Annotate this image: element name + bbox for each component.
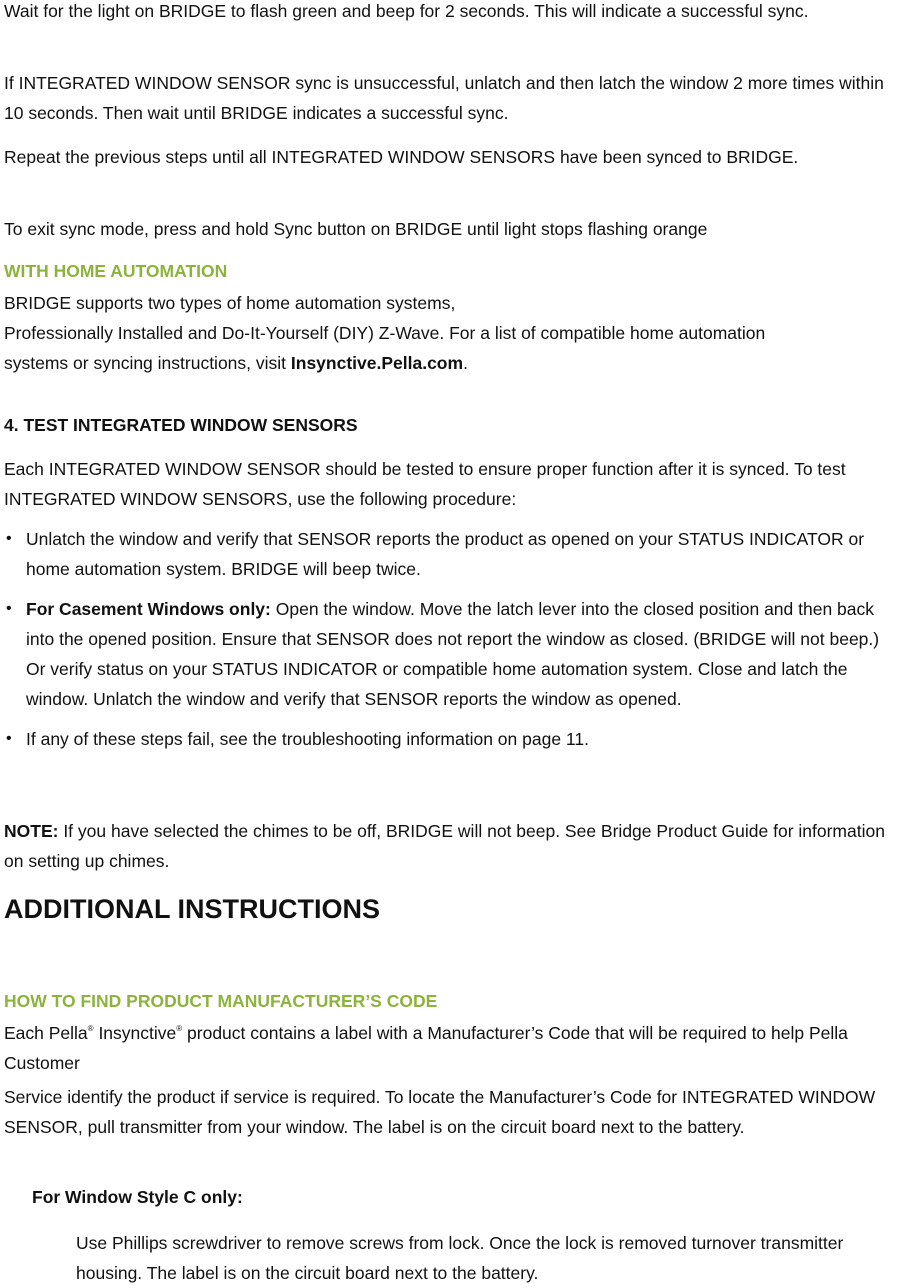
pella-text: Each Pella xyxy=(4,1023,88,1043)
registered-mark: ® xyxy=(176,1024,183,1033)
test-steps-list xyxy=(4,524,898,754)
home-automation-period: . xyxy=(463,353,468,373)
insynctive-link[interactable]: Insynctive.Pella.com xyxy=(290,353,464,373)
additional-instructions-title: ADDITIONAL INSTRUCTIONS xyxy=(4,894,380,924)
note-text: If you have selected the chimes to be off, BRIDGE will not beep. See Bridge Product Guide for information on setting up chimes. xyxy=(4,821,885,871)
home-automation-intro: BRIDGE supports two types of home automation systems, xyxy=(4,293,456,313)
home-automation-paragraph xyxy=(4,318,824,378)
step-unlatch-text: Unlatch the window and verify that SENSOR reports the product as opened on your STATUS INDICATOR or home automation system. BRIDGE will beep twice. xyxy=(26,529,865,579)
sync-retry-text: If INTEGRATED WINDOW SENSOR sync is unsuccessful, unlatch and then latch the window 2 more times within 10 seconds. Then wait until BRIDGE indicates a successful sync. xyxy=(4,73,884,123)
service-identify-text: Service identify the product if service is required. To locate the Manufacturer’s Code for INTEGRATED WINDOW SENSOR, pull transmitter from your window. The label is on the circuit board next to the battery. xyxy=(4,1087,876,1137)
manufacturer-code-heading: HOW TO FIND PRODUCT MANUFACTURER’S CODE xyxy=(4,991,438,1011)
test-sensors-heading: 4. TEST INTEGRATED WINDOW SENSORS xyxy=(4,415,358,435)
home-automation-heading: WITH HOME AUTOMATION xyxy=(4,261,228,281)
list-item xyxy=(4,594,898,714)
test-intro-text: Each INTEGRATED WINDOW SENSOR should be tested to ensure proper function after it is synced. To test INTEGRATED WINDOW SENSORS, use the following procedure: xyxy=(4,459,846,509)
sync-exit-text: To exit sync mode, press and hold Sync button on BRIDGE until light stops flashing orange xyxy=(4,219,708,239)
insynctive-text: Insynctive xyxy=(93,1023,177,1043)
manufacturer-code-text: product contains a label with a Manufacturer’s Code that will be required to help Pella Customer xyxy=(4,1023,848,1073)
sync-repeat-text: Repeat the previous steps until all INTEGRATED WINDOW SENSORS have been synced to BRIDGE. xyxy=(4,147,799,167)
step-fail-text: If any of these steps fail, see the troubleshooting information on page 11. xyxy=(26,729,589,749)
home-automation-text: Professionally Installed and Do-It-Yourself (DIY) Z-Wave. For a list of compatible home automation systems or syncing instructions, visit xyxy=(4,323,766,373)
registered-mark: ® xyxy=(87,1024,94,1033)
step-casement-text: Open the window. Move the latch lever into the closed position and then back into the opened position. Ensure that SENSOR does not report the window as closed. (BRIDGE will not beep.) Or verify status on your STATUS INDICATOR or compatible home automation system. Close and latch the window. Unlatch the window and verify that SENSOR reports the window as opened. xyxy=(26,599,880,709)
list-item xyxy=(4,524,898,584)
casement-label: For Casement Windows only: xyxy=(26,599,271,619)
list-item xyxy=(4,724,898,754)
sync-success-text: Wait for the light on BRIDGE to flash green and beep for 2 seconds. This will indicate a successful sync. xyxy=(4,1,809,21)
note-label: NOTE: xyxy=(4,821,59,841)
window-style-c-text: Use Phillips screwdriver to remove screws from lock. Once the lock is removed turnover transmitter housing. The label is on the circuit board next to the battery. xyxy=(76,1233,844,1283)
note-paragraph xyxy=(4,816,894,876)
window-style-c-label: For Window Style C only: xyxy=(32,1187,243,1207)
manufacturer-code-intro xyxy=(4,1018,894,1078)
